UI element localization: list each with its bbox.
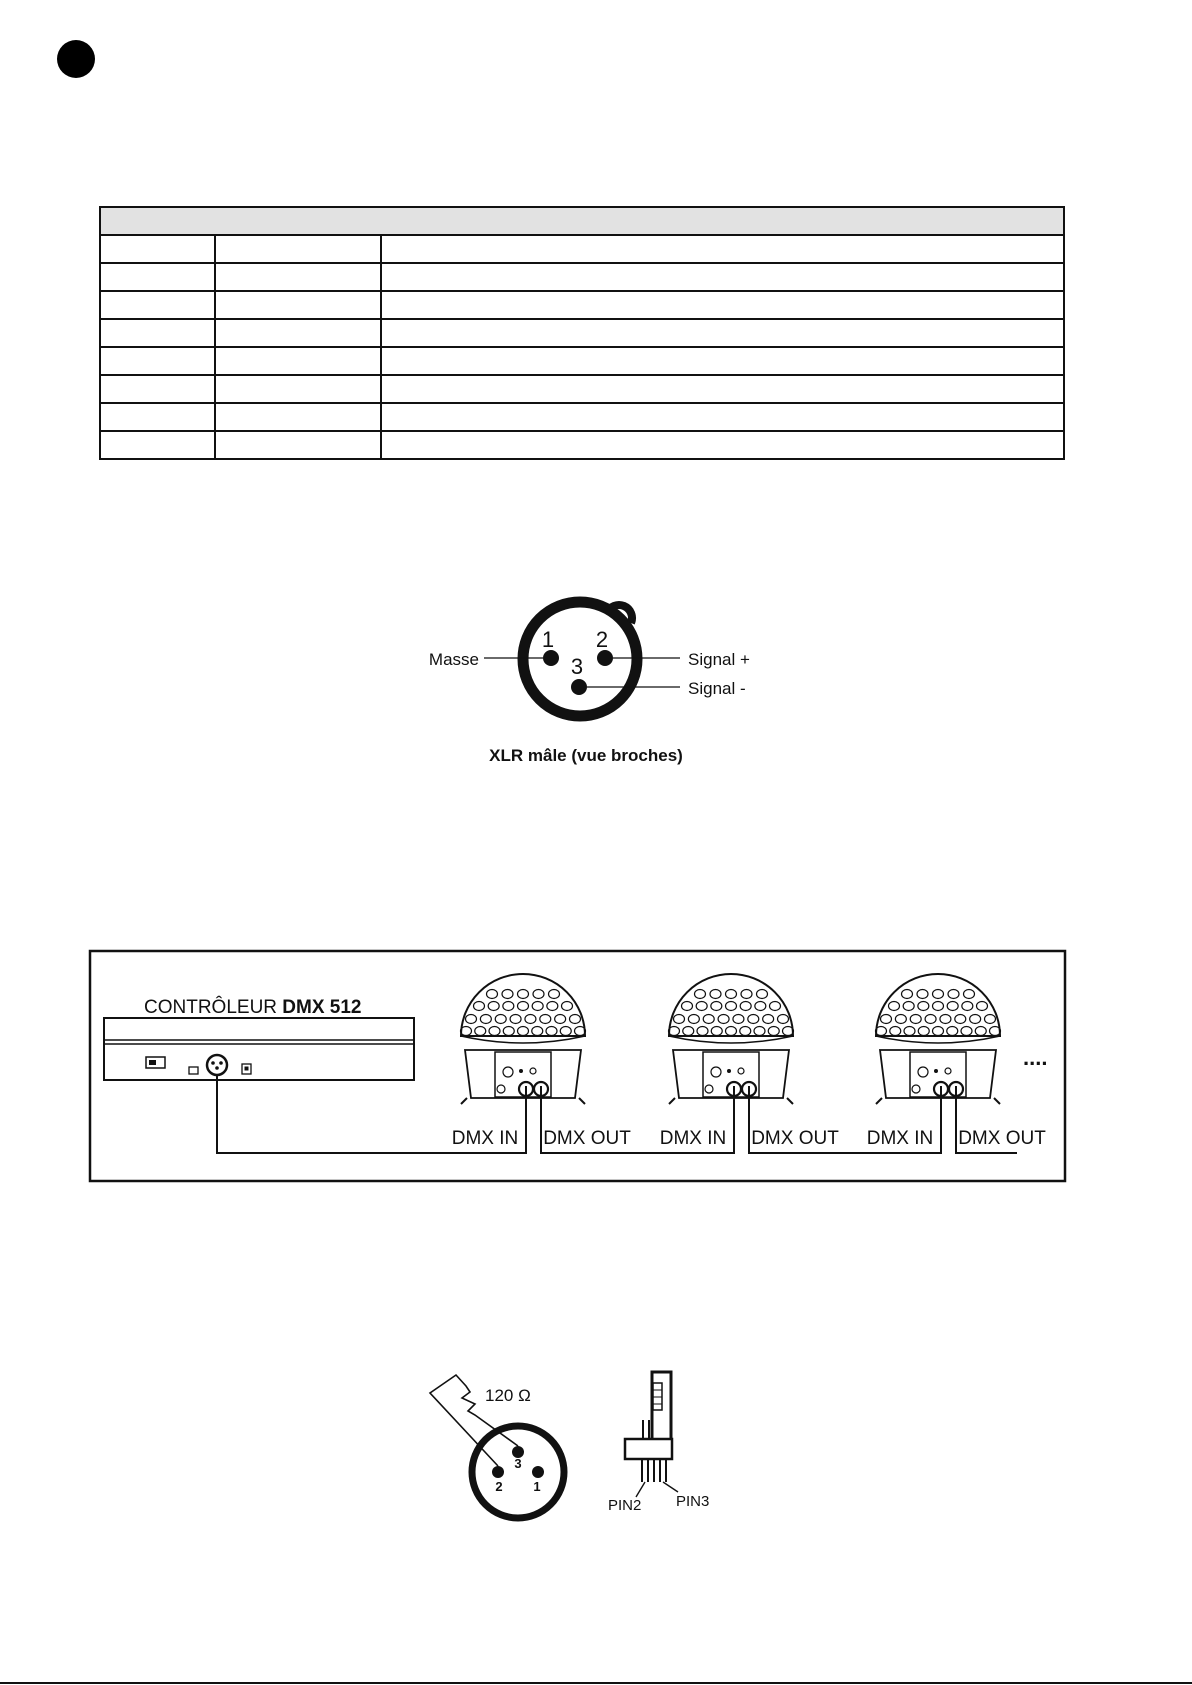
page-bottom-rule bbox=[0, 1682, 1192, 1684]
fixture-dmx-in-label: DMX IN bbox=[866, 1128, 934, 1149]
pin2-label: PIN2 bbox=[608, 1497, 642, 1514]
fixture-dmx-out-label: DMX OUT bbox=[958, 1128, 1046, 1149]
svg-text:3: 3 bbox=[514, 1456, 522, 1471]
dmx-chain-diagram bbox=[90, 951, 1065, 1181]
label-signal-plus: Signal + bbox=[688, 650, 750, 669]
terminator-side-view bbox=[608, 1372, 709, 1514]
xlr-pin-1-label: 1 bbox=[541, 627, 555, 652]
xlr-pin-3-label: 3 bbox=[570, 654, 584, 679]
svg-text:1: 1 bbox=[533, 1479, 541, 1494]
label-masse: Masse bbox=[428, 650, 479, 669]
svg-text:2: 2 bbox=[495, 1479, 503, 1494]
connector-block bbox=[625, 1439, 672, 1459]
xlr-male-connector bbox=[429, 602, 750, 765]
fixture-dmx-out-label: DMX OUT bbox=[751, 1128, 839, 1149]
terminator-diagram bbox=[430, 1372, 709, 1518]
xlr-pin-1 bbox=[543, 650, 559, 666]
controller-dmx-out-jack bbox=[207, 1055, 227, 1075]
pin3-label: PIN3 bbox=[676, 1493, 710, 1510]
terminator-pin-1 bbox=[532, 1466, 544, 1478]
xlr-pin-3 bbox=[571, 679, 587, 695]
xlr-pin-2 bbox=[597, 650, 613, 666]
resistor-label: 120 Ω bbox=[485, 1386, 531, 1405]
fixture-dmx-out-label: DMX OUT bbox=[543, 1128, 631, 1149]
fixture-dmx-in-label: DMX IN bbox=[451, 1128, 519, 1149]
xlr-pin-2-label: 2 bbox=[595, 627, 609, 652]
terminator-xlr-shell bbox=[472, 1426, 564, 1518]
terminator-pin-2 bbox=[492, 1466, 504, 1478]
terminator-xlr bbox=[430, 1375, 564, 1518]
chain-continuation: .... bbox=[1023, 1045, 1048, 1070]
controller-title: CONTRÔLEUR DMX 512 bbox=[144, 997, 362, 1018]
xlr-caption: XLR mâle (vue broches) bbox=[489, 746, 683, 765]
controller-device bbox=[104, 1018, 414, 1080]
fuse-icon bbox=[189, 1067, 198, 1074]
controller-body bbox=[104, 1018, 414, 1080]
fixture-dmx-in-label: DMX IN bbox=[659, 1128, 727, 1149]
label-signal-minus: Signal - bbox=[688, 679, 746, 698]
